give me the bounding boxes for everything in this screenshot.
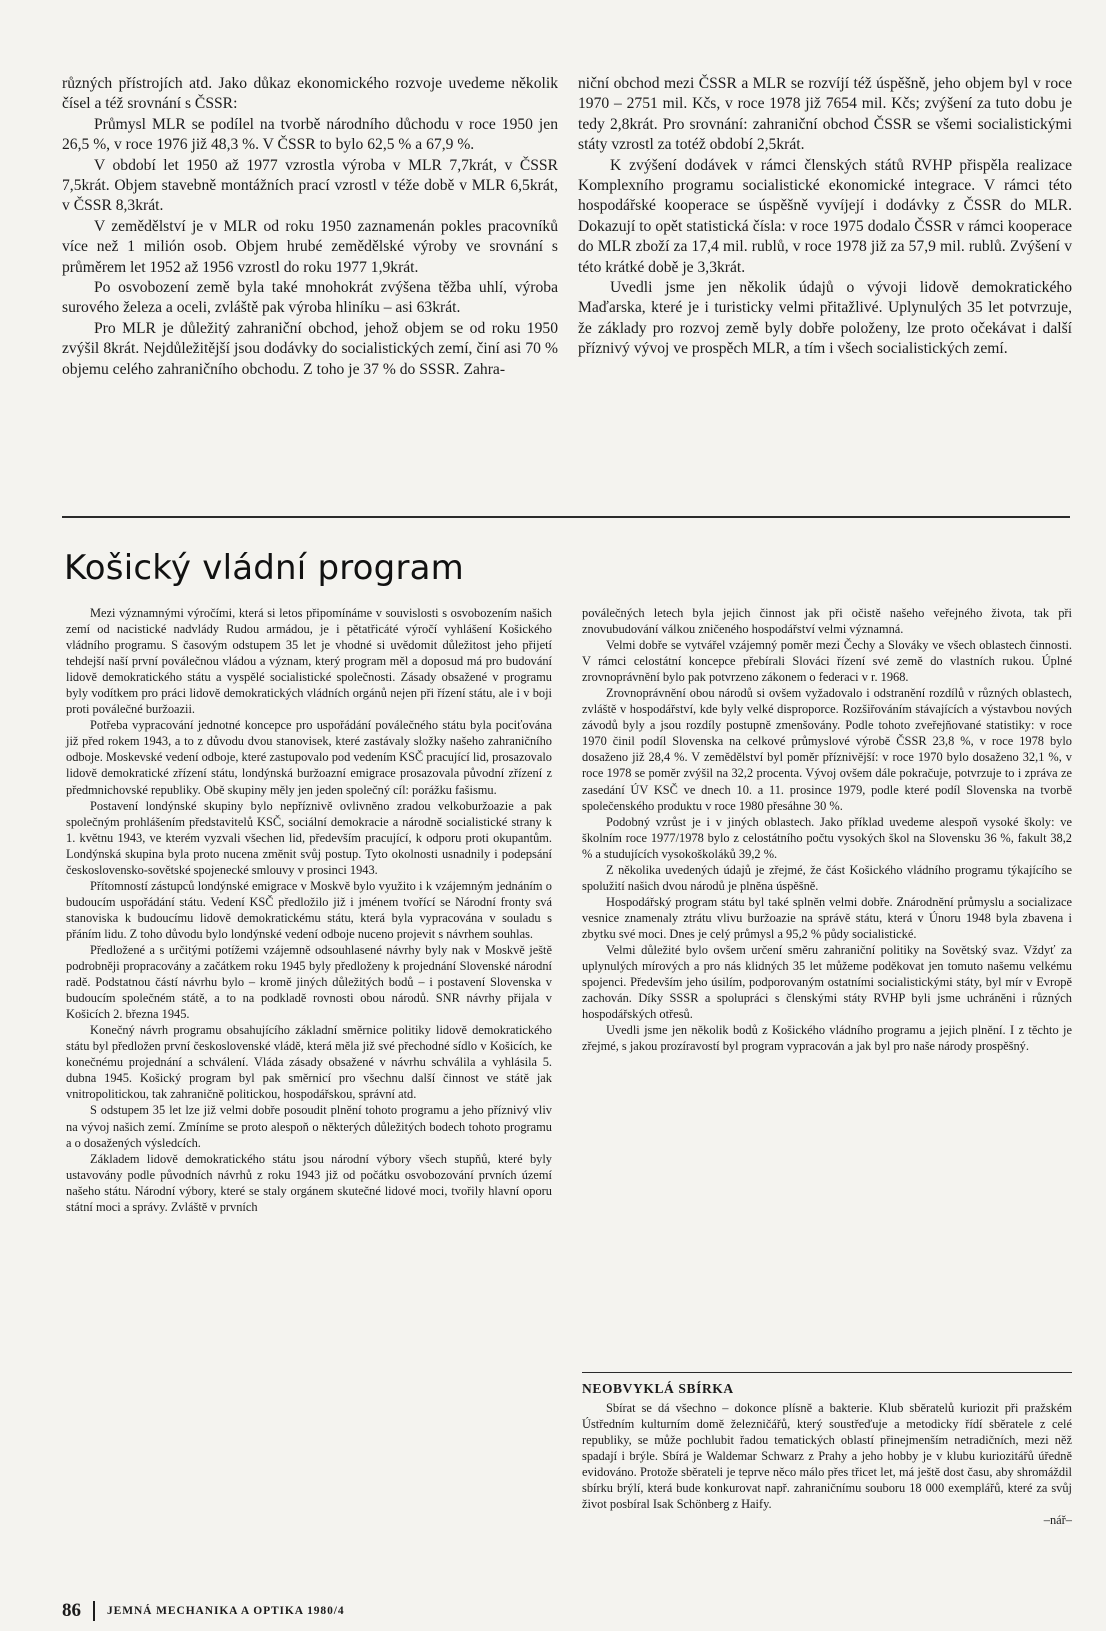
journal-title: JEMNÁ MECHANIKA A OPTIKA 1980/4 bbox=[107, 1605, 345, 1617]
sidebar-title: NEOBVYKLÁ SBÍRKA bbox=[582, 1381, 734, 1396]
article-paragraph: Mezi významnými výročími, která si letos připomínáme v souvislosti s osvobozením našich zemí od nacistické nadvlády Rudou armádou, je i pětatřicáté výročí vyhlášení Košického vládního programu. S časovým odstupem 35 let je vhodné si uvědomit důležitost jeho přijetí tehdejší naší první poválečnou vládou a význam, který program měl a doposud má pro budování lidově demokratického státu a vyspělé socialistické společnosti. Zásady obsažené v programu byly vodítkem pro práci lidově demokratických vládních orgánů nejen při řízení státu, ale i v boji proti poválečné buržoazii. bbox=[66, 606, 552, 717]
top-paragraph: Uvedli jsme jen několik údajů o vývoji lidově demokratického Maďarska, které je i turisticky velmi přitažlivé. Uplynulých 35 let potvrzuje, že základy pro rozvoj země byly dobře položeny, lze proto očekávat i další příznivý vývoj ve prospěch MLR, a tím i všech socialistických zemí. bbox=[578, 279, 1072, 358]
top-paragraph: niční obchod mezi ČSSR a MLR se rozvíjí též úspěšně, jeho objem byl v roce 1970 – 2751 mil. Kčs, v roce 1978 již 7654 mil. Kčs; zvýšení za tuto dobu je tedy 2,8krát. Pro srovnání: zahraniční obchod ČSSR se všemi socialistickými státy vzrostl za totéž období 2,5krát. bbox=[578, 75, 1072, 154]
article-paragraph: Z několika uvedených údajů je zřejmé, že část Košického vládního programu týkajícího se spolužití našich dvou národů je plněna úspěšně. bbox=[582, 862, 1072, 893]
article-paragraph: Hospodářský program státu byl také splněn velmi dobře. Znárodnění průmyslu a socializace vesnice znamenaly ztrátu vlivu buržoazie na správě státu, která v Únoru 1948 byla zbavena i zbytku své moci. Dnes je celý průmysl a 95,2 % půdy socialistické. bbox=[582, 894, 1072, 941]
sidebar-divider bbox=[582, 1372, 1072, 1373]
top-paragraph: V období let 1950 až 1977 vzrostla výroba v MLR 7,7krát, v ČSSR 7,5krát. Objem stavebně montážních prací vzrostl v téže době v MLR 6,5krát, v ČSSR 8,3krát. bbox=[62, 156, 558, 215]
sidebar-signature: –nář– bbox=[1043, 1513, 1072, 1528]
article-paragraph: Zrovnoprávnění obou národů si ovšem vyžadovalo i odstranění rozdílů v různých oblastech, zvláště v hospodářství, kde byly velké disproporce. Rozšiřováním stávajících a výstavbou nových závodů byly a jsou rozdíly postupně zmenšovány. Podle tohoto zveřejňované statistiky: v roce 1970 činil podíl Slovenska na celkové průmyslové výrobě ČSSR 23,8 %, v roce 1978 bylo dosaženo již 28,4 %. V zemědělství byl poměr příznivější: v roce 1970 bylo dosaženo 32,1 %, v roce 1978 se poměr zvýšil na 32,2 procenta. Vývoj ovšem dále pokračuje, potvrzuje to i zpráva ze zasedání ÚV KSČ ve dnech 10. a 11. prosince 1979, podle které podíl Slovenska na tvorbě společenského produktu v roce 1980 přesáhne 30 %. bbox=[582, 686, 1072, 813]
article-paragraph: S odstupem 35 let lze již velmi dobře posoudit plnění tohoto programu a jeho příznivý vliv na vývoj našich zemí. Zmíníme se proto alespoň o některých důležitých bodech tohoto programu a o dosažených výsledcích. bbox=[66, 1103, 552, 1150]
sidebar-body bbox=[582, 1400, 1072, 1528]
top-paragraph: K zvýšení dodávek v rámci členských států RVHP přispěla realizace Komplexního programu socialistické ekonomické integrace. V rámci této hospodářské kooperace se úspěšně vyvíjejí i dodávky z ČSSR do MLR. Dokazují to opět statistická čísla: v roce 1975 dodalo ČSSR v rámci kooperace do MLR zboží za 17,4 mil. rublů, v roce 1978 již za 57,9 mil. rublů. Zvýšení v této krátké době je 3,3krát. bbox=[578, 156, 1072, 276]
page-footer bbox=[62, 1600, 344, 1622]
top-paragraph: různých přístrojích atd. Jako důkaz ekonomického rozvoje uvedeme několik čísel a též srovnání s ČSSR: bbox=[62, 75, 558, 113]
article-paragraph: poválečných letech byla jejich činnost jak při očistě našeho veřejného života, tak při znovubudování válkou zničeného hospodářství velmi významná. bbox=[582, 606, 1072, 637]
article-paragraph: Velmi důležité bylo ovšem určení směru zahraniční politiky na Sovětský svaz. Vždyť za uplynulých mírových a pro nás klidných 35 let můžeme poděkovat jen tomuto našemu velkému spojenci. Především jeho úsilím, podporovaným ostatními socialistickými státy, byl mír v Evropě zachován. Díky SSSR a spolupráci s členskými státy RVHP byli jsme uchráněni i různých hospodářských otřesů. bbox=[582, 942, 1072, 1022]
top-paragraph: V zemědělství je v MLR od roku 1950 zaznamenán pokles pracovníků více než 1 milión osob. Objem hrubé zemědělské výroby ve srovnání s průměrem let 1952 až 1956 vzrostl do roku 1977 1,9krát. bbox=[62, 217, 558, 276]
article-headline: Košický vládní program bbox=[64, 548, 464, 588]
footer-separator bbox=[93, 1601, 95, 1621]
main-article-left-column bbox=[66, 605, 552, 1215]
article-paragraph: Podobný vzrůst je i v jiných oblastech. Jako příklad uvedeme alespoň vysoké školy: ve školním roce 1977/1978 bylo z celostátního počtu vysokých škol na Slovensku 36 %, fakult 38,2 % a studujících vysokoškoláků 39,2 %. bbox=[582, 814, 1072, 861]
page-number: 86 bbox=[62, 1600, 81, 1621]
article-paragraph: Uvedli jsme jen několik bodů z Košického vládního programu a jejich plnění. I z těchto je zřejmé, s jakou prozíravostí byl program vypracován a jak byl pro naše národy prospěšný. bbox=[582, 1023, 1072, 1054]
article-paragraph: Postavení londýnské skupiny bylo nepříznivě ovlivněno zradou velkoburžoazie a pak společným prohlášením představitelů KSČ, sociální demokracie a národně socialistické strany k 1. květnu 1943, ve kterém vyzvali všechen lid, především pracující, k odporu proti okupantům. Londýnská skupina byla proto nucena změnit svůj postup. Tyto okolnosti usnadnily i podepsání československo-sovětské spojenecké smlouvy v prosinci 1943. bbox=[66, 798, 552, 877]
top-article-left-column bbox=[62, 74, 558, 380]
article-paragraph: Potřeba vypracování jednotné koncepce pro uspořádání poválečného státu byla pociťována již před rokem 1943, a to z důvodu dvou stanovisek, které zastávaly složky našeho zahraničního odboje. Moskevské vedení odboje, které zastupovalo pod vedením KSČ pracující lid, prosazovalo lidově demokratické zřízení státu, londýnská buržoazní emigrace prosazovala původní zřízení z předmnichovské republiky. Obě skupiny měly jen jeden společný cíl: porážku fašismu. bbox=[66, 718, 552, 797]
article-paragraph: Velmi dobře se vytvářel vzájemný poměr mezi Čechy a Slováky ve všech oblastech činnosti. V rámci celostátní koncepce přebírali Slováci řízení své země do vlastních rukou. Úplné zrovnoprávnění bylo pak potvrzeno zákonem o federaci v r. 1968. bbox=[582, 638, 1072, 685]
section-divider bbox=[62, 516, 1070, 518]
article-paragraph: Předložené a s určitými potížemi vzájemně odsouhlasené návrhy byly nak v Moskvě ještě podrobněji propracovány a začátkem roku 1945 byly předloženy k projednání Slovenské národní radě. Podstatnou částí návrhu bylo – kromě jiných důležitých bodů – i postavení Slovenska v budoucím společném státě, a to na podkladě rovnosti obou národů. SNR návrhy přijala v Košicích 2. března 1945. bbox=[66, 942, 552, 1022]
main-article-right-column bbox=[582, 605, 1072, 1054]
article-paragraph: Konečný návrh programu obsahujícího základní směrnice politiky lidově demokratického státu byl předložen první československé vládě, která měla již své přechodné sídlo v Košicích, ke konečnému projednání a schválení. Vláda zásady obsažené v návrhu schválila a vyhlásila 5. dubna 1945. Košický program byl pak směrnicí pro všechnu další činnost ve státě jak vnitropolitickou, tak zahraničně politickou, hospodářskou, správní atd. bbox=[66, 1023, 552, 1102]
top-paragraph: Po osvobození země byla také mnohokrát zvýšena těžba uhlí, výroba surového železa a oceli, zvláště pak výroba hliníku – asi 63krát. bbox=[62, 279, 558, 317]
sidebar-text: Sbírat se dá všechno – dokonce plísně a bakterie. Klub sběratelů kuriozit při pražském Ústředním kulturním domě železničářů, který soustřeďuje a metodicky řídí sběratele z celé republiky, se může pochlubit řadou tematických oblastí přinejmenším netradičních, mezi něž spadají i brýle. Sbírá je Waldemar Schwarz z Prahy a jeho hobby je v klubu kuriozitářů úředně evidováno. Protože sběrateli je teprve něco málo přes třicet let, má ještě dost času, aby shromáždil sbírku brýlí, která bude konkurovat např. zahraničnímu souboru 18 000 exemplářů, které za svůj život posbíral Isak Schönberg z Haify. bbox=[582, 1401, 1072, 1512]
article-paragraph: Přítomností zástupců londýnské emigrace v Moskvě bylo využito i k vzájemným jednáním o budoucím uspořádání státu. Vedení KSČ předložilo již i jménem tvořící se Národní fronty svá stanoviska k budoucímu lidově demokratickému státu, která byla vypracována v souladu s přáním lidu. Z toho důvodu bylo londýnské vedení odboje nuceno projevit s návrhem souhlas. bbox=[66, 878, 552, 941]
top-article-right-column bbox=[578, 74, 1072, 360]
top-paragraph: Pro MLR je důležitý zahraniční obchod, jehož objem se od roku 1950 zvýšil 8krát. Nejdůležitější jsou dodávky do socialistických zemí, činí asi 70 % objemu celého zahraničního obchodu. Z toho je 37 % do SSSR. Zahra- bbox=[62, 319, 558, 378]
top-paragraph: Průmysl MLR se podílel na tvorbě národního důchodu v roce 1950 jen 26,5 %, v roce 1976 již 48,3 %. V ČSSR to bylo 62,5 % a 67,9 %. bbox=[62, 115, 558, 154]
article-paragraph: Základem lidově demokratického státu jsou národní výbory všech stupňů, které byly ustavovány podle původních návrhů z roku 1943 již od počátku osvobozování prvních území našeho státu. Národní výbory, které se staly orgánem skutečné lidové moci, tvořily hlavní oporu státní moci a správy. Zvláště v prvních bbox=[66, 1151, 552, 1214]
